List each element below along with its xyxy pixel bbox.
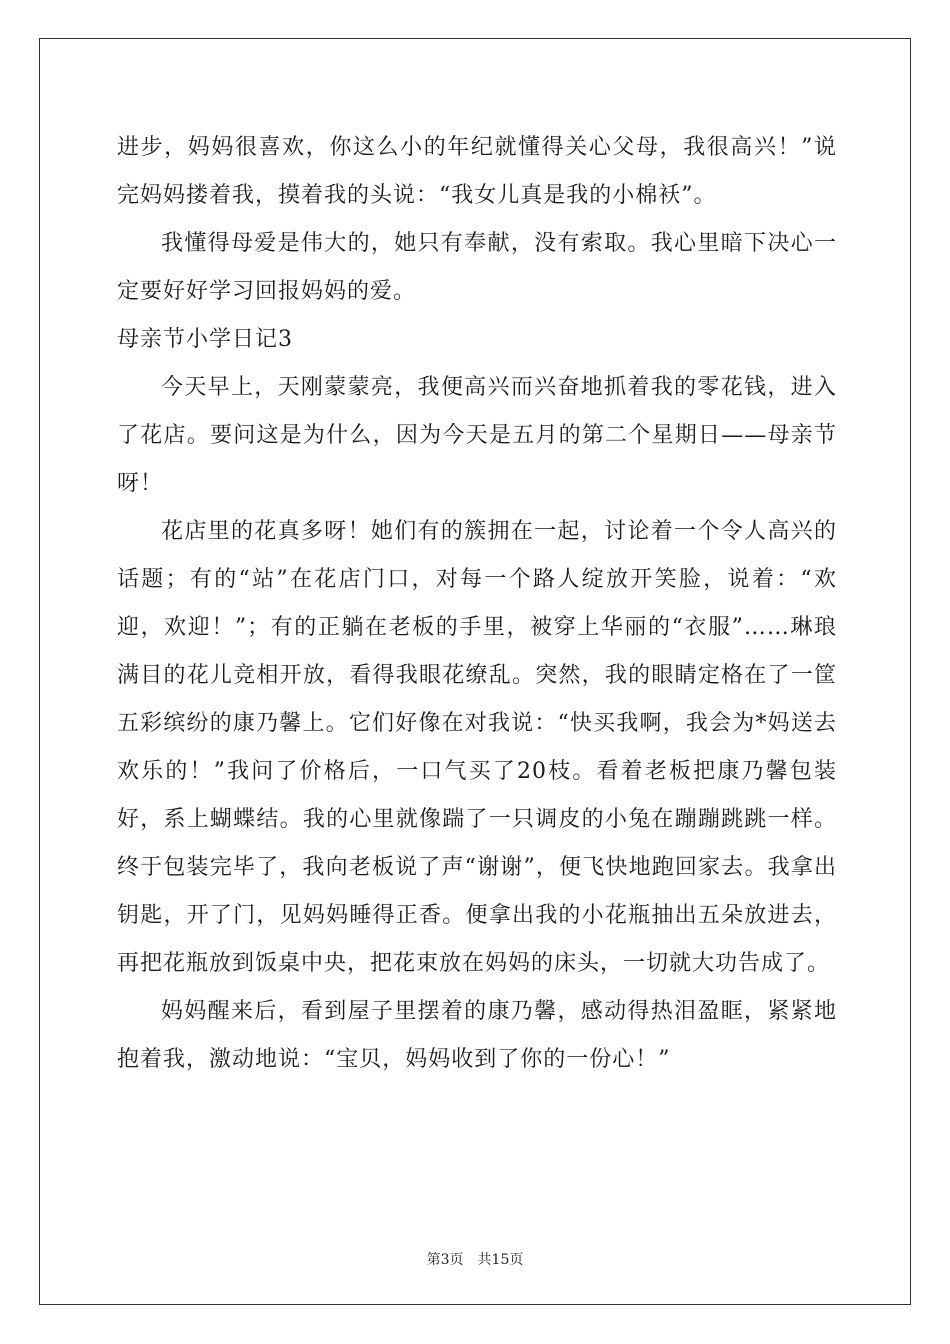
document-body — [117, 124, 837, 1084]
paragraph-mom-wakes: 妈妈醒来后，看到屋子里摆着的康乃馨，感动得热泪盈眶，紧紧地抱着我，激动地说：“宝贝，妈妈收到了你的一份心！” — [117, 999, 837, 1072]
page-footer — [0, 1251, 950, 1269]
page-total: 共15页 — [477, 1252, 524, 1268]
section-title: 母亲节小学日记3 — [117, 327, 293, 352]
page-number: 第3页 — [426, 1252, 464, 1268]
paragraph-flower-shop: 花店里的花真多呀！她们有的簇拥在一起，讨论着一个令人高兴的话题；有的“站”在花店门口，对每一个路人绽放开笑脸，说着：“欢迎，欢迎！”；有的正躺在老板的手里，被穿上华丽的“衣服”……琳琅满目的花儿竞相开放，看得我眼花缭乱。突然，我的眼睛定格在了一筐五彩缤纷的康乃馨上。它们好像在对我说：“快买我啊，我会为*妈送去欢乐的！”我问了价格后，一口气买了20枝。看着老板把康乃馨包装好，系上蝴蝶结。我的心里就像踹了一只调皮的小兔在蹦蹦跳跳一样。终于包装完毕了，我向老板说了声“谢谢”，便飞快地跑回家去。我拿出钥匙，开了门，见妈妈睡得正香。便拿出我的小花瓶抽出五朵放进去，再把花瓶放到饭桌中央，把花束放在妈妈的床头，一切就大功告成了。 — [117, 519, 837, 976]
paragraph-morning: 今天早上，天刚蒙蒙亮，我便高兴而兴奋地抓着我的零花钱，进入了花店。要问这是为什么，因为今天是五月的第二个星期日——母亲节呀！ — [117, 375, 837, 496]
paragraph-mother-love: 我懂得母爱是伟大的，她只有奉献，没有索取。我心里暗下决心一定要好好学习回报妈妈的爱。 — [117, 231, 837, 304]
paragraph-continued: 进步，妈妈很喜欢，你这么小的年纪就懂得关心父母，我很高兴！”说完妈妈搂着我，摸着我的头说：“我女儿真是我的小棉袄”。 — [117, 135, 837, 208]
